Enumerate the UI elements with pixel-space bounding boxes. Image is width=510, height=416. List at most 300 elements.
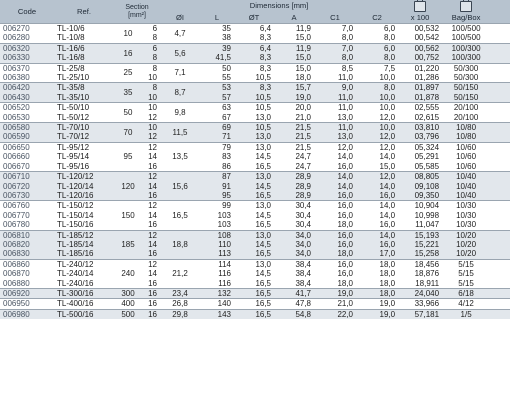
code-cell: 006380 [0,73,54,83]
ot-cell: 16,5 [234,288,274,298]
sub-cell: 14 [142,269,160,278]
c2-cell: 12,0 [356,172,398,182]
x100-cell: 01,286 [398,73,442,83]
code-cell: 006950 [0,299,54,309]
code-cell: 006670 [0,162,54,172]
ot-cell: 8,3 [234,83,274,93]
ref-cell: TL-35/8 [54,83,114,93]
ot-cell: 16,5 [234,162,274,172]
code-cell: 006830 [0,249,54,259]
row-padding [490,211,510,220]
ref-cell: TL-400/16 [54,299,114,309]
code-cell: 006870 [0,269,54,278]
code-cell: 006860 [0,259,54,269]
row-padding [490,113,510,123]
table-body [0,24,510,320]
sub-cell: 10 [142,103,160,113]
l-cell: 114 [200,259,234,269]
section-cell: 10 [114,24,142,44]
l-cell: 53 [200,83,234,93]
ref-cell: TL-240/12 [54,259,114,269]
ref-cell: TL-10/8 [54,33,114,43]
code-cell: 006660 [0,152,54,161]
pack-icon-header [398,0,442,12]
row-padding [490,230,510,240]
bagbox-cell: 100/500 [442,33,490,43]
l-cell: 41,5 [200,53,234,63]
c1-cell: 13,0 [314,113,356,123]
row-padding [490,132,510,142]
table-row [0,162,510,172]
table-row [0,288,510,298]
c1-cell: 8,0 [314,33,356,43]
a-cell: 15,0 [274,53,314,63]
ot-cell: 8,3 [234,63,274,73]
x100-cell: 01,878 [398,93,442,103]
c2-cell: 14,0 [356,230,398,240]
c2-cell: 19,0 [356,299,398,309]
table-row [0,93,510,103]
a-cell: 41,7 [274,288,314,298]
bagbox-cell: 10/60 [442,142,490,152]
section-cell: 70 [114,123,142,143]
row-padding [490,43,510,53]
row-padding [490,309,510,319]
ref-cell: TL-120/12 [54,172,114,182]
a-cell: 15,0 [274,63,314,73]
l-cell: 108 [200,230,234,240]
x100-cell: 01,897 [398,83,442,93]
code-cell: 006270 [0,24,54,34]
ref-cell: TL-70/12 [54,132,114,142]
ot-cell: 16,5 [234,191,274,201]
c2-cell: 10,0 [356,103,398,113]
l-cell: 38 [200,33,234,43]
ot-cell: 13,0 [234,132,274,142]
c1-cell: 8,0 [314,53,356,63]
a-cell: 30,4 [274,201,314,211]
bagbox-cell: 10/40 [442,182,490,191]
row-padding [490,288,510,298]
c1-cell: 18,0 [314,249,356,259]
sub-cell: 12 [142,132,160,142]
row-padding [490,249,510,259]
ref-cell: TL-185/12 [54,230,114,240]
table-row [0,182,510,191]
ot-cell: 13,0 [234,201,274,211]
ot-cell: 13,0 [234,113,274,123]
x100-cell: 02,555 [398,103,442,113]
table-row [0,24,510,34]
section-cell: 300 [114,288,142,298]
c2-cell: 18,0 [356,259,398,269]
x100-cell: 09,108 [398,182,442,191]
c1-cell: 16,0 [314,211,356,220]
sub-cell: 12 [142,142,160,152]
row-padding [490,103,510,113]
table-row [0,63,510,73]
bagbox-cell: 10/80 [442,123,490,133]
table-row [0,220,510,230]
row-padding [490,33,510,43]
ot-cell: 14,5 [234,152,274,161]
c1-cell: 19,0 [314,288,356,298]
row-padding [490,240,510,249]
code-cell: 006760 [0,201,54,211]
l-cell: 132 [200,288,234,298]
table-row [0,43,510,53]
section-cell: 120 [114,172,142,201]
section-cell: 25 [114,63,142,83]
row-padding [490,152,510,161]
ref-cell: TL-150/14 [54,211,114,220]
code-cell: 006780 [0,220,54,230]
section-cell: 185 [114,230,142,259]
ref-cell: TL-50/12 [54,113,114,123]
x100-cell: 15,258 [398,249,442,259]
c2-cell: 8,0 [356,33,398,43]
row-padding [490,299,510,309]
section-cell: 150 [114,201,142,230]
row-padding [490,269,510,278]
ot-cell: 13,0 [234,142,274,152]
table-row [0,123,510,133]
bagbox-cell: 1/5 [442,309,490,319]
c2-cell: 18,0 [356,288,398,298]
dim-col-c2: C2 [356,12,398,24]
c2-cell: 10,0 [356,73,398,83]
table-row [0,191,510,201]
bagbox-header: Bag/Box [442,12,490,24]
a-cell: 28,9 [274,191,314,201]
l-cell: 71 [200,132,234,142]
bagbox-cell: 50/150 [442,93,490,103]
bagbox-cell: 20/100 [442,113,490,123]
x100-cell: 15,221 [398,240,442,249]
a-cell: 34,0 [274,230,314,240]
c1-cell: 12,0 [314,142,356,152]
a-cell: 34,0 [274,249,314,259]
table-row [0,299,510,309]
bagbox-cell: 10/20 [442,249,490,259]
ref-cell: TL-120/14 [54,182,114,191]
c2-cell: 8,0 [356,83,398,93]
row-padding [490,182,510,191]
row-padding [490,63,510,73]
ref-cell: TL-150/12 [54,201,114,211]
oi-cell: 4,7 [160,24,200,44]
a-cell: 30,4 [274,220,314,230]
bagbox-cell: 10/30 [442,220,490,230]
section-cell: 16 [114,43,142,63]
c1-cell: 11,0 [314,93,356,103]
table-row [0,172,510,182]
ref-header: Ref. [54,0,114,24]
c1-cell: 9,0 [314,83,356,93]
bagbox-cell: 5/15 [442,269,490,278]
code-cell: 006810 [0,230,54,240]
ref-cell: TL-240/16 [54,279,114,289]
c1-cell: 14,0 [314,182,356,191]
ot-cell: 16,5 [234,249,274,259]
l-cell: 69 [200,123,234,133]
a-cell: 21,0 [274,113,314,123]
l-cell: 39 [200,43,234,53]
sub-cell: 14 [142,211,160,220]
bagbox-cell: 10/20 [442,230,490,240]
x100-cell: 08,805 [398,172,442,182]
a-cell: 28,9 [274,182,314,191]
c1-cell: 16,0 [314,230,356,240]
c2-cell: 16,0 [356,240,398,249]
section-cell: 240 [114,259,142,288]
c1-cell: 16,0 [314,201,356,211]
table-row [0,211,510,220]
sub-cell: 16 [142,279,160,289]
sub-cell: 8 [142,53,160,63]
table-row [0,83,510,93]
row-padding [490,162,510,172]
code-cell: 006720 [0,182,54,191]
sub-cell: 6 [142,24,160,34]
ot-cell: 13,0 [234,172,274,182]
l-cell: 57 [200,93,234,103]
table-row [0,259,510,269]
table-row [0,249,510,259]
table-row [0,201,510,211]
row-padding [490,93,510,103]
code-cell: 006280 [0,33,54,43]
bagbox-cell: 20/100 [442,103,490,113]
c2-cell: 17,0 [356,249,398,259]
c1-cell: 18,0 [314,220,356,230]
package-icon [414,1,426,12]
x100-cell: 10,998 [398,211,442,220]
ref-cell: TL-185/16 [54,249,114,259]
c2-cell: 14,0 [356,182,398,191]
c2-cell: 18,0 [356,269,398,278]
ref-cell: TL-120/16 [54,191,114,201]
ot-cell: 6,4 [234,43,274,53]
code-cell: 006590 [0,132,54,142]
c1-cell: 7,0 [314,43,356,53]
bagbox-cell: 10/20 [442,240,490,249]
c2-cell: 6,0 [356,24,398,34]
a-cell: 54,8 [274,309,314,319]
ot-cell: 16,5 [234,309,274,319]
oi-cell: 7,1 [160,63,200,83]
sub-cell: 12 [142,201,160,211]
ot-cell: 16,5 [234,299,274,309]
x100-cell: 03,810 [398,123,442,133]
x100-cell: 18,911 [398,279,442,289]
l-cell: 103 [200,220,234,230]
sub-cell: 16 [142,162,160,172]
bagbox-cell: 50/300 [442,73,490,83]
section-cell: 35 [114,83,142,103]
sub-cell: 10 [142,73,160,83]
c2-cell: 14,0 [356,152,398,161]
sub-cell: 12 [142,230,160,240]
box-icon-header [442,0,490,12]
x100-cell: 00,542 [398,33,442,43]
ot-cell: 8,3 [234,33,274,43]
c2-cell: 16,0 [356,191,398,201]
row-padding [490,191,510,201]
code-header: Code [0,0,54,24]
l-cell: 116 [200,269,234,278]
ref-cell: TL-16/8 [54,53,114,63]
a-cell: 11,9 [274,24,314,34]
x100-cell: 10,904 [398,201,442,211]
oi-cell: 23,4 [160,288,200,298]
code-cell: 006770 [0,211,54,220]
oi-cell: 29,8 [160,309,200,319]
x100-header: x 100 [398,12,442,24]
ref-cell: TL-95/12 [54,142,114,152]
table-row [0,53,510,63]
l-cell: 83 [200,152,234,161]
table-row [0,103,510,113]
row-padding [490,73,510,83]
sub-cell: 16 [142,220,160,230]
section-cell: 95 [114,142,142,171]
ref-cell: TL-16/6 [54,43,114,53]
a-cell: 21,5 [274,123,314,133]
a-cell: 34,0 [274,240,314,249]
table-row [0,269,510,278]
c1-cell: 16,0 [314,162,356,172]
ot-cell: 10,5 [234,123,274,133]
a-cell: 15,0 [274,33,314,43]
c1-cell: 11,0 [314,103,356,113]
x100-cell: 00,752 [398,53,442,63]
c2-cell: 7,5 [356,63,398,73]
table-row [0,142,510,152]
l-cell: 95 [200,191,234,201]
ref-cell: TL-240/14 [54,269,114,278]
row-padding [490,220,510,230]
ot-cell: 10,5 [234,93,274,103]
code-cell: 006320 [0,43,54,53]
l-cell: 140 [200,299,234,309]
sub-cell: 12 [142,113,160,123]
l-cell: 116 [200,279,234,289]
code-cell: 006730 [0,191,54,201]
ot-cell: 16,5 [234,279,274,289]
bagbox-cell: 50/150 [442,83,490,93]
sub-cell: 12 [142,172,160,182]
c2-cell: 14,0 [356,211,398,220]
a-cell: 15,7 [274,83,314,93]
ref-cell: TL-150/16 [54,220,114,230]
c2-cell: 8,0 [356,53,398,63]
l-cell: 103 [200,211,234,220]
sub-cell: 14 [142,240,160,249]
l-cell: 99 [200,201,234,211]
oi-cell: 5,6 [160,43,200,63]
x100-cell: 03,796 [398,132,442,142]
table-row [0,230,510,240]
row-padding [490,279,510,289]
ot-cell: 10,5 [234,73,274,83]
c2-cell: 19,0 [356,309,398,319]
bagbox-cell: 10/40 [442,172,490,182]
c2-cell: 12,0 [356,113,398,123]
ot-cell: 13,0 [234,230,274,240]
ref-cell: TL-95/16 [54,162,114,172]
code-cell: 006530 [0,113,54,123]
ot-cell: 13,0 [234,259,274,269]
c1-cell: 7,0 [314,24,356,34]
code-cell: 006520 [0,103,54,113]
a-cell: 18,0 [274,73,314,83]
section-cell: 400 [114,299,142,309]
a-cell: 24,7 [274,162,314,172]
x100-cell: 18,456 [398,259,442,269]
c1-cell: 16,0 [314,240,356,249]
x100-cell: 05,324 [398,142,442,152]
x100-cell: 18,876 [398,269,442,278]
c1-cell: 13,0 [314,132,356,142]
ot-cell: 14,5 [234,182,274,191]
l-cell: 79 [200,142,234,152]
ref-cell: TL-25/8 [54,63,114,73]
sub-cell: 10 [142,93,160,103]
ref-cell: TL-185/14 [54,240,114,249]
code-cell: 006820 [0,240,54,249]
dim-col-c1: C1 [314,12,356,24]
sub-cell: 12 [142,259,160,269]
dim-col-l: L [200,12,234,24]
c2-cell: 10,0 [356,123,398,133]
sub-cell: 16 [142,191,160,201]
x100-cell: 57,181 [398,309,442,319]
c2-cell: 10,0 [356,93,398,103]
table-row [0,113,510,123]
dim-col-ot: ØT [234,12,274,24]
c1-cell: 16,0 [314,269,356,278]
a-cell: 11,9 [274,43,314,53]
dim-col-oi: ØI [160,12,200,24]
ref-cell: TL-10/6 [54,24,114,34]
table-row [0,240,510,249]
c2-cell: 12,0 [356,142,398,152]
bagbox-cell: 10/60 [442,162,490,172]
ot-cell: 6,4 [234,24,274,34]
x100-cell: 00,532 [398,24,442,34]
oi-cell: 13,5 [160,142,200,171]
box-icon [460,1,472,12]
bagbox-cell: 10/30 [442,201,490,211]
c1-cell: 16,0 [314,259,356,269]
c1-cell: 14,0 [314,172,356,182]
ref-cell: TL-95/14 [54,152,114,161]
code-cell: 006710 [0,172,54,182]
x100-cell: 09,350 [398,191,442,201]
sub-cell: 14 [142,182,160,191]
code-cell: 006920 [0,288,54,298]
x100-cell: 00,562 [398,43,442,53]
c2-cell: 15,0 [356,162,398,172]
a-cell: 38,4 [274,269,314,278]
sub-cell: 14 [142,152,160,161]
code-cell: 006420 [0,83,54,93]
section-cell: 500 [114,309,142,319]
c1-cell: 11,0 [314,73,356,83]
oi-cell: 9,8 [160,103,200,123]
ot-cell: 14,5 [234,211,274,220]
